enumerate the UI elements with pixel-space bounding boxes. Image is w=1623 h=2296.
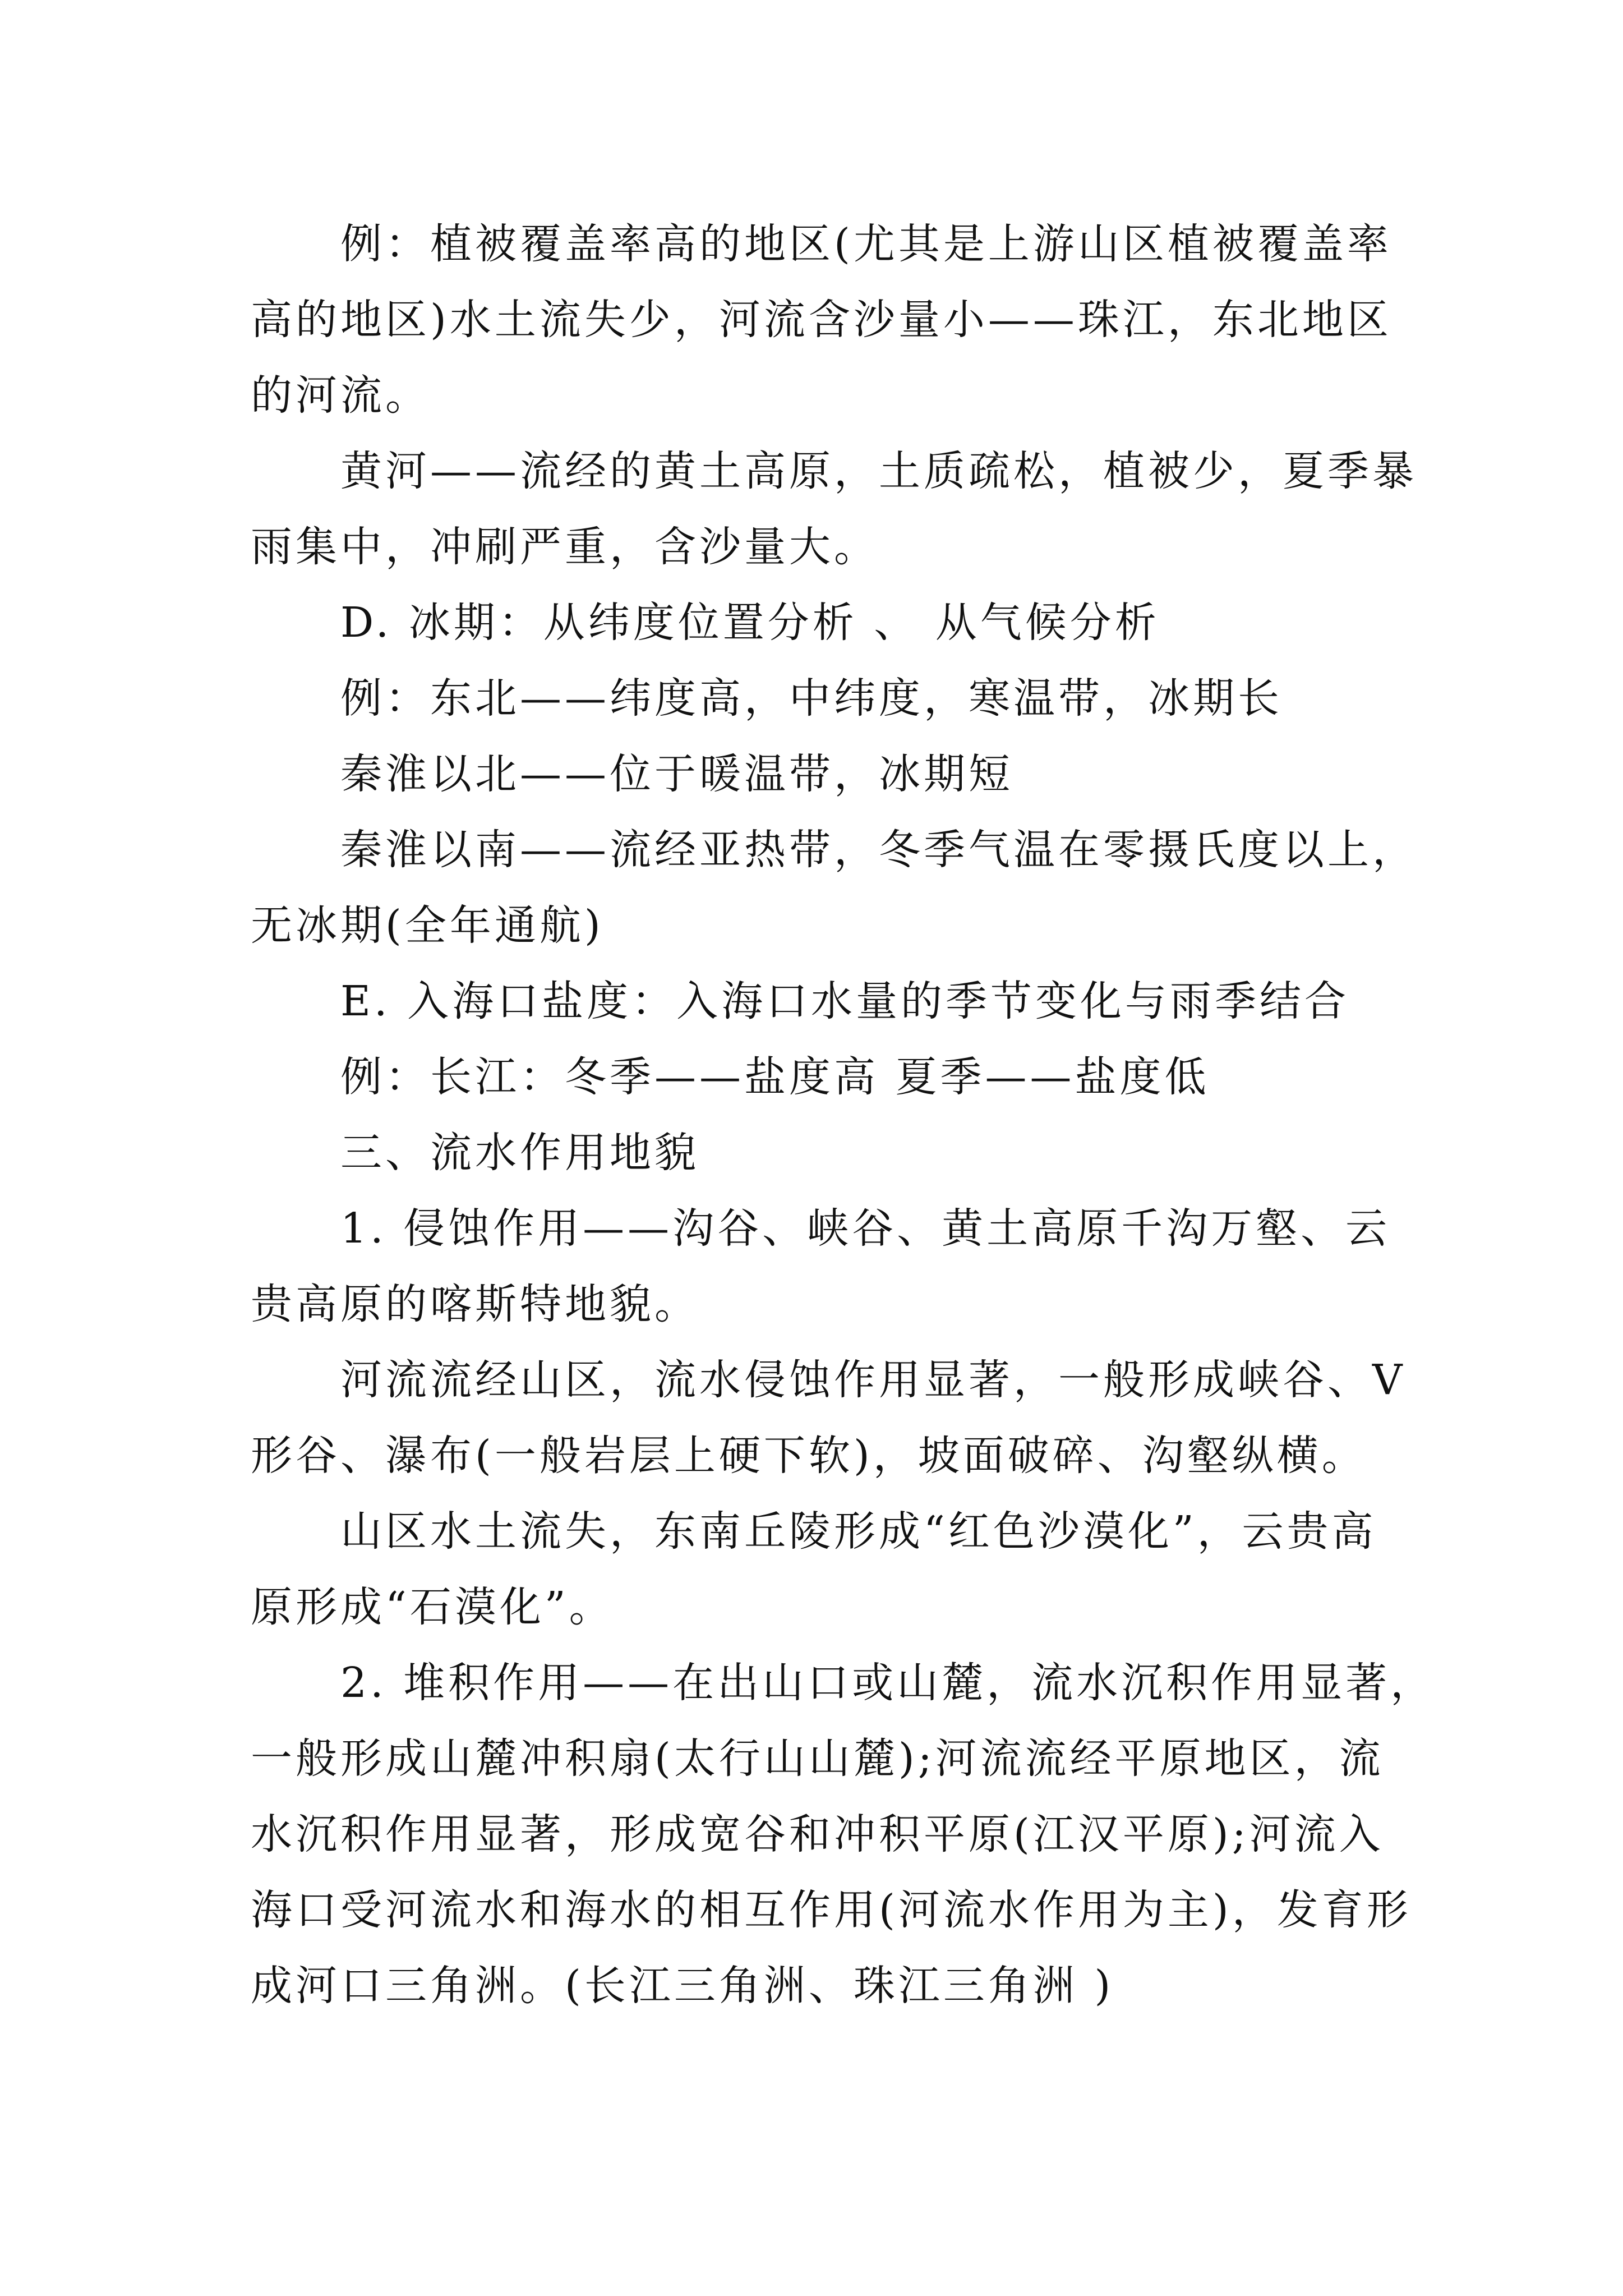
text-line: 的河流。 [251, 371, 430, 420]
text-line: 例：东北——纬度高，中纬度，寒温带，冰期长 [340, 674, 1283, 723]
text-line: 形谷、瀑布(一般岩层上硬下软)，坡面破碎、沟壑纵横。 [251, 1432, 1367, 1480]
text-line: 高的地区)水土流失少，河流含沙量小——珠江，东北地区 [251, 296, 1392, 344]
text-line: 黄河——流经的黄土高原，土质疏松，植被少，夏季暴 [340, 447, 1417, 495]
text-line: 一般形成山麓冲积扇(太行山山麓);河流流经平原地区，流 [251, 1734, 1384, 1783]
document-body [251, 206, 1436, 2024]
section-heading: 三、流水作用地貌 [340, 1129, 699, 1177]
text-line: 成河口三角洲。(长江三角洲、珠江三角洲 ) [251, 1962, 1114, 2010]
text-line: 雨集中，冲刷严重，含沙量大。 [251, 523, 879, 571]
text-line: 原形成“石漠化”。 [251, 1583, 614, 1631]
text-line: 海口受河流水和海水的相互作用(河流水作用为主)，发育形 [251, 1886, 1412, 1934]
text-line: 2. 堆积作用——在出山口或山麓，流水沉积作用显著， [340, 1659, 1436, 1707]
text-line: 秦淮以北——位于暖温带，冰期短 [340, 750, 1013, 798]
text-line: 例：长江：冬季——盐度高 夏季——盐度低 [340, 1053, 1210, 1101]
text-line: D. 冰期：从纬度位置分析 、 从气候分析 [340, 599, 1160, 647]
text-line: 1. 侵蚀作用——沟谷、峡谷、黄土高原千沟万壑、云 [340, 1204, 1391, 1253]
text-line: 水沉积作用显著，形成宽谷和冲积平原(江汉平原);河流入 [251, 1810, 1384, 1858]
text-line: 秦淮以南——流经亚热带，冬季气温在零摄氏度以上， [340, 826, 1417, 874]
text-line: E. 入海口盐度：入海口水量的季节变化与雨季结合 [340, 977, 1350, 1025]
text-line: 无冰期(全年通航) [251, 901, 604, 950]
text-line: 河流流经山区，流水侵蚀作用显著，一般形成峡谷、V [340, 1356, 1406, 1404]
text-line: 山区水土流失，东南丘陵形成“红色沙漠化”，云贵高 [340, 1507, 1377, 1556]
text-line: 例：植被覆盖率高的地区(尤其是上游山区植被覆盖率 [340, 220, 1392, 268]
text-line: 贵高原的喀斯特地貌。 [251, 1280, 699, 1328]
